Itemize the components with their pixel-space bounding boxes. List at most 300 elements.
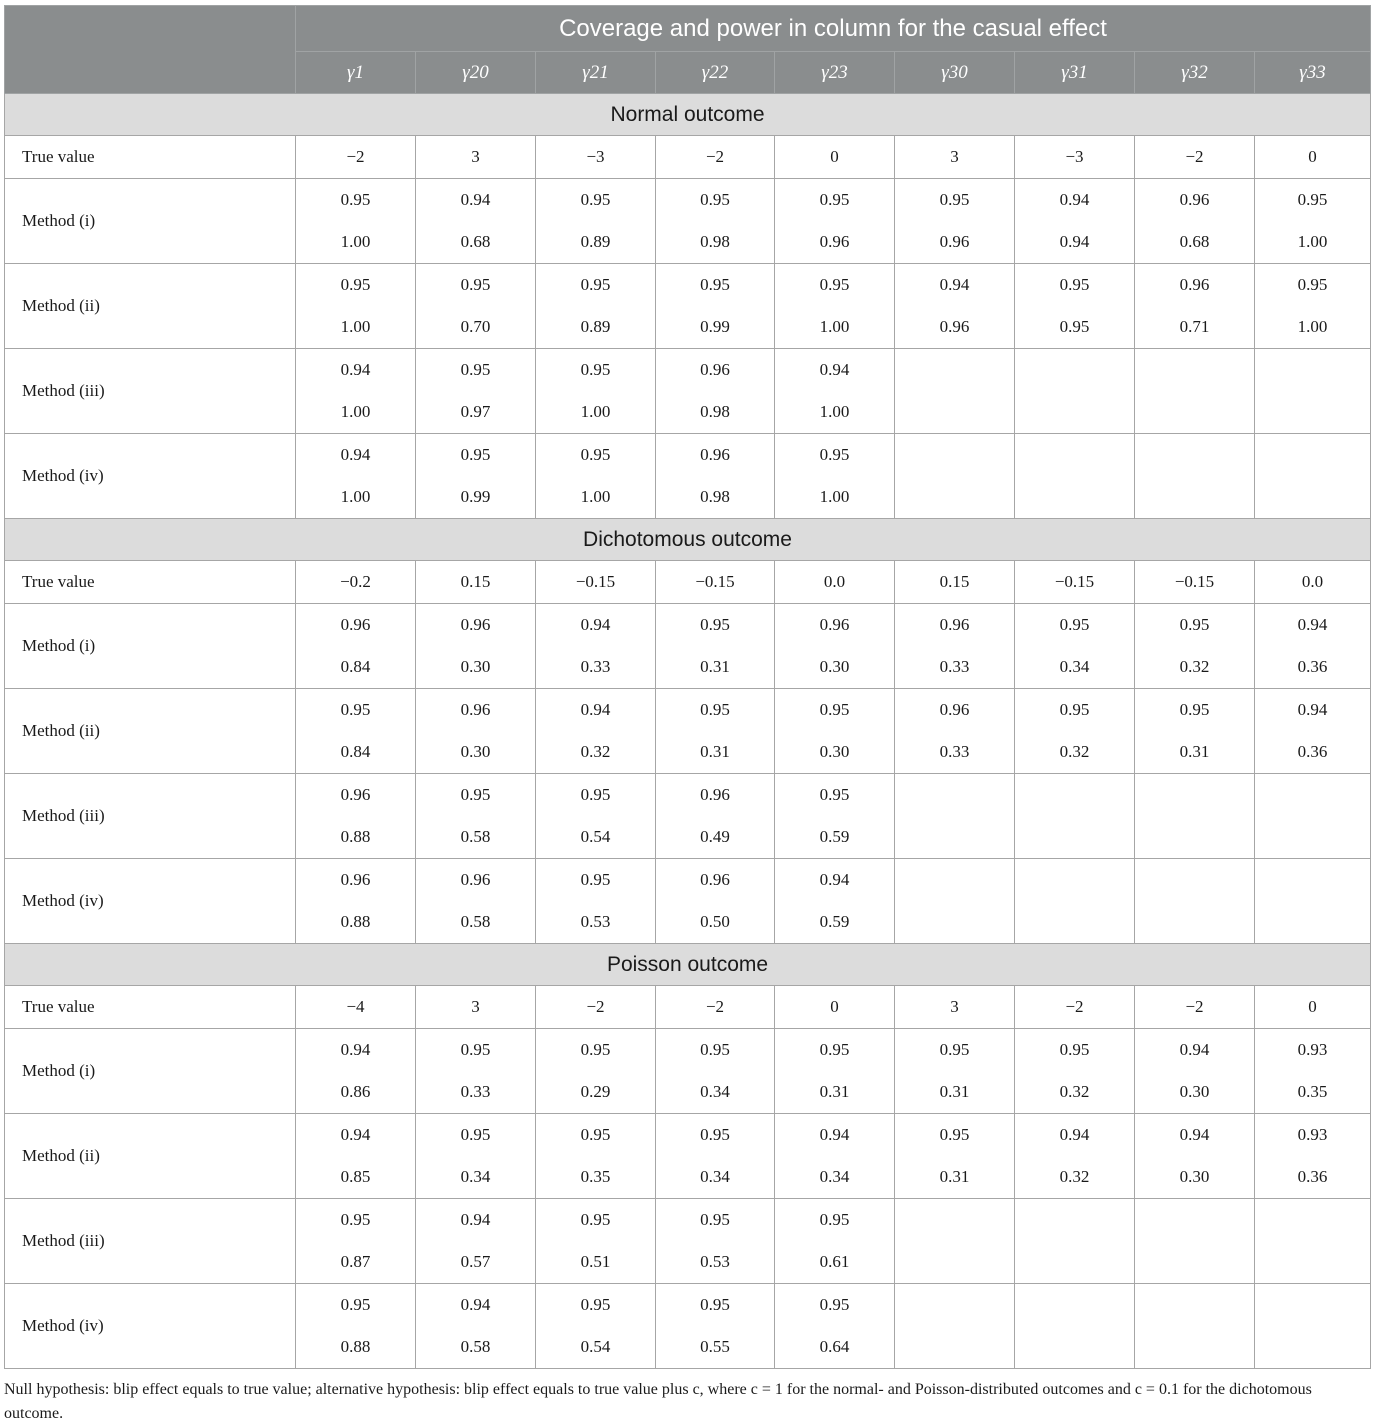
power-value: 0.68 (460, 232, 491, 251)
coverage-value: 0.95 (700, 1295, 730, 1314)
coverage-value: 0.95 (819, 190, 850, 209)
column-header: γ1 (296, 52, 416, 94)
value-cell (1255, 179, 1371, 264)
true-value-cell: 3 (895, 986, 1015, 1029)
power-value: 0.31 (700, 657, 730, 676)
coverage-value: 0.95 (340, 190, 371, 209)
value-cell (895, 1199, 1015, 1284)
value-cell (536, 434, 656, 519)
power-value: 1.00 (1297, 317, 1328, 336)
coverage-value: 0.96 (460, 615, 491, 634)
power-value: 0.88 (340, 912, 371, 931)
true-value-cell: −0.15 (536, 561, 656, 604)
value-cell (895, 434, 1015, 519)
coverage-value: 0.95 (1297, 190, 1328, 209)
power-value: 0.94 (1059, 232, 1090, 251)
value-cell (536, 349, 656, 434)
value-cell (775, 1284, 895, 1369)
coverage-value: 0.94 (819, 870, 850, 889)
power-value: 0.98 (700, 487, 730, 506)
power-value: 0.49 (700, 827, 730, 846)
column-header: γ32 (1135, 52, 1255, 94)
value-cell (775, 1114, 895, 1199)
value-cell (416, 1114, 536, 1199)
power-value: 0.50 (700, 912, 730, 931)
coverage-value: 0.95 (1179, 615, 1210, 634)
coverage-value: 0.94 (1297, 700, 1328, 719)
true-value-cell: −0.15 (1135, 561, 1255, 604)
power-value: 0.34 (819, 1167, 850, 1186)
method-row (5, 1114, 1371, 1199)
value-cell (1015, 1284, 1135, 1369)
coverage-value: 0.96 (700, 445, 730, 464)
section-header-row (5, 94, 1371, 136)
value-cell (1135, 1199, 1255, 1284)
power-value: 0.30 (1179, 1082, 1210, 1101)
coverage-value: 0.95 (700, 275, 730, 294)
value-cell (296, 349, 416, 434)
true-value-cell: 0 (775, 136, 895, 179)
value-cell (1255, 1199, 1371, 1284)
coverage-value: 0.94 (1059, 190, 1090, 209)
coverage-value: 0.95 (340, 275, 371, 294)
value-cell (656, 604, 775, 689)
power-value: 1.00 (340, 402, 371, 421)
value-cell (656, 1029, 775, 1114)
row-label: True value (5, 136, 296, 179)
coverage-value: 0.96 (939, 700, 970, 719)
true-value-cell: 0.15 (895, 561, 1015, 604)
value-cell (296, 604, 416, 689)
value-cell (416, 774, 536, 859)
row-label: Method (i) (5, 604, 296, 689)
power-value: 0.30 (460, 742, 491, 761)
coverage-value: 0.95 (939, 1125, 970, 1144)
value-cell (416, 179, 536, 264)
coverage-value: 0.94 (1059, 1125, 1090, 1144)
coverage-value: 0.96 (700, 360, 730, 379)
power-value: 0.34 (700, 1167, 730, 1186)
coverage-value: 0.94 (1179, 1040, 1210, 1059)
coverage-value: 0.95 (460, 445, 491, 464)
value-cell (656, 774, 775, 859)
row-label: Method (iv) (5, 1284, 296, 1369)
coverage-value: 0.95 (819, 1210, 850, 1229)
power-value: 0.59 (819, 827, 850, 846)
column-header-row (5, 52, 1371, 94)
power-value: 0.31 (700, 742, 730, 761)
value-cell (296, 1114, 416, 1199)
row-label: Method (i) (5, 1029, 296, 1114)
value-cell (1015, 349, 1135, 434)
power-value: 0.89 (580, 317, 611, 336)
value-cell (536, 179, 656, 264)
coverage-value: 0.94 (1297, 615, 1328, 634)
power-value: 0.33 (580, 657, 611, 676)
true-value-cell: 3 (895, 136, 1015, 179)
method-row (5, 1199, 1371, 1284)
header-row (5, 6, 1371, 52)
value-cell (416, 1199, 536, 1284)
true-value-cell: 3 (416, 136, 536, 179)
value-cell (1255, 859, 1371, 944)
value-cell (1015, 179, 1135, 264)
coverage-value: 0.96 (340, 615, 371, 634)
power-value: 0.54 (580, 1337, 611, 1356)
power-value: 0.32 (1059, 1167, 1090, 1186)
value-cell (416, 689, 536, 774)
coverage-value: 0.94 (939, 275, 970, 294)
value-cell (1015, 1029, 1135, 1114)
true-value-cell: −2 (1135, 986, 1255, 1029)
column-header: γ33 (1255, 52, 1371, 94)
power-value: 0.98 (700, 232, 730, 251)
value-cell (1255, 774, 1371, 859)
value-cell (416, 264, 536, 349)
value-cell (1135, 434, 1255, 519)
method-row (5, 434, 1371, 519)
value-cell (1255, 689, 1371, 774)
coverage-value: 0.95 (340, 1295, 371, 1314)
power-value: 1.00 (819, 317, 850, 336)
value-cell (296, 1284, 416, 1369)
table-body (5, 94, 1371, 1369)
true-value-cell: 0 (1255, 986, 1371, 1029)
true-value-cell: 0 (775, 986, 895, 1029)
coverage-value: 0.95 (700, 700, 730, 719)
coverage-value: 0.94 (340, 1125, 371, 1144)
value-cell (1015, 1199, 1135, 1284)
value-cell (296, 1199, 416, 1284)
column-header: γ22 (656, 52, 775, 94)
value-cell (656, 434, 775, 519)
results-table (4, 5, 1371, 1369)
value-cell (656, 1114, 775, 1199)
row-label: True value (5, 561, 296, 604)
value-cell (1135, 349, 1255, 434)
power-value: 0.70 (460, 317, 491, 336)
method-row (5, 774, 1371, 859)
power-value: 0.51 (580, 1252, 611, 1271)
value-cell (536, 1284, 656, 1369)
power-value: 0.58 (460, 912, 491, 931)
coverage-value: 0.96 (819, 615, 850, 634)
section-title: Dichotomous outcome (5, 519, 1371, 561)
value-cell (296, 1029, 416, 1114)
value-cell (895, 264, 1015, 349)
value-cell (1015, 434, 1135, 519)
coverage-value: 0.94 (460, 1295, 491, 1314)
method-row (5, 1029, 1371, 1114)
coverage-value: 0.95 (460, 360, 491, 379)
value-cell (1135, 1114, 1255, 1199)
value-cell (656, 349, 775, 434)
power-value: 0.96 (819, 232, 850, 251)
value-cell (416, 434, 536, 519)
coverage-value: 0.95 (580, 785, 611, 804)
value-cell (1135, 774, 1255, 859)
power-value: 0.36 (1297, 742, 1328, 761)
power-value: 0.61 (819, 1252, 850, 1271)
coverage-value: 0.95 (580, 1295, 611, 1314)
coverage-value: 0.95 (819, 700, 850, 719)
coverage-value: 0.95 (819, 1040, 850, 1059)
power-value: 0.64 (819, 1337, 850, 1356)
value-cell (1135, 859, 1255, 944)
value-cell (1255, 1029, 1371, 1114)
power-value: 0.84 (340, 657, 371, 676)
power-value: 0.58 (460, 1337, 491, 1356)
value-cell (296, 859, 416, 944)
power-value: 0.36 (1297, 657, 1328, 676)
row-label: Method (ii) (5, 264, 296, 349)
power-value: 0.30 (819, 657, 850, 676)
method-row (5, 264, 1371, 349)
coverage-value: 0.95 (460, 1125, 491, 1144)
value-cell (1135, 179, 1255, 264)
coverage-value: 0.95 (700, 1210, 730, 1229)
coverage-value: 0.94 (1179, 1125, 1210, 1144)
value-cell (656, 689, 775, 774)
column-header: γ31 (1015, 52, 1135, 94)
power-value: 0.29 (580, 1082, 611, 1101)
coverage-value: 0.95 (700, 190, 730, 209)
power-value: 1.00 (1297, 232, 1328, 251)
row-label: Method (iii) (5, 774, 296, 859)
power-value: 0.32 (1179, 657, 1210, 676)
power-value: 0.34 (1059, 657, 1090, 676)
header-corner (5, 52, 296, 94)
coverage-value: 0.95 (819, 1295, 850, 1314)
value-cell (1135, 264, 1255, 349)
value-cell (536, 774, 656, 859)
value-cell (416, 604, 536, 689)
section-title: Normal outcome (5, 94, 1371, 136)
true-value-cell: −2 (536, 986, 656, 1029)
value-cell (296, 179, 416, 264)
method-row (5, 859, 1371, 944)
value-cell (296, 264, 416, 349)
coverage-value: 0.94 (340, 445, 371, 464)
value-cell (416, 859, 536, 944)
coverage-value: 0.96 (340, 785, 371, 804)
coverage-value: 0.96 (939, 615, 970, 634)
true-value-cell: 0.15 (416, 561, 536, 604)
value-cell (895, 774, 1015, 859)
value-cell (895, 1029, 1015, 1114)
value-cell (1135, 604, 1255, 689)
true-value-cell: −2 (656, 986, 775, 1029)
value-cell (775, 1199, 895, 1284)
coverage-value: 0.96 (340, 870, 371, 889)
power-value: 0.53 (580, 912, 611, 931)
power-value: 1.00 (340, 232, 371, 251)
power-value: 0.95 (1059, 317, 1090, 336)
power-value: 0.57 (460, 1252, 491, 1271)
power-value: 0.58 (460, 827, 491, 846)
power-value: 1.00 (580, 487, 611, 506)
true-value-cell: −2 (1015, 986, 1135, 1029)
coverage-value: 0.94 (819, 360, 850, 379)
coverage-value: 0.96 (1179, 275, 1210, 294)
method-row (5, 179, 1371, 264)
coverage-value: 0.93 (1297, 1125, 1328, 1144)
value-cell (536, 264, 656, 349)
power-value: 0.99 (460, 487, 491, 506)
power-value: 0.33 (939, 742, 970, 761)
value-cell (656, 1199, 775, 1284)
coverage-value: 0.95 (819, 785, 850, 804)
coverage-value: 0.95 (580, 190, 611, 209)
row-label: Method (iii) (5, 349, 296, 434)
value-cell (656, 859, 775, 944)
power-value: 0.35 (1297, 1082, 1328, 1101)
coverage-value: 0.94 (340, 360, 371, 379)
true-value-cell: −3 (1015, 136, 1135, 179)
value-cell (895, 349, 1015, 434)
value-cell (895, 689, 1015, 774)
power-value: 0.31 (819, 1082, 850, 1101)
true-value-row (5, 986, 1371, 1029)
coverage-value: 0.95 (700, 615, 730, 634)
true-value-cell: −0.15 (1015, 561, 1135, 604)
value-cell (1015, 859, 1135, 944)
row-label: Method (iv) (5, 859, 296, 944)
power-value: 0.53 (700, 1252, 730, 1271)
coverage-value: 0.94 (460, 190, 491, 209)
coverage-value: 0.94 (460, 1210, 491, 1229)
value-cell (1015, 264, 1135, 349)
power-value: 0.34 (700, 1082, 730, 1101)
value-cell (1255, 1114, 1371, 1199)
value-cell (895, 179, 1015, 264)
column-header: γ23 (775, 52, 895, 94)
row-label: Method (iv) (5, 434, 296, 519)
true-value-cell: −3 (536, 136, 656, 179)
coverage-value: 0.95 (340, 700, 371, 719)
coverage-value: 0.95 (580, 1125, 611, 1144)
true-value-cell: −4 (296, 986, 416, 1029)
coverage-value: 0.96 (1179, 190, 1210, 209)
section-header-row (5, 519, 1371, 561)
true-value-cell: 0.0 (775, 561, 895, 604)
power-value: 0.88 (340, 827, 371, 846)
value-cell (775, 859, 895, 944)
coverage-value: 0.95 (580, 870, 611, 889)
value-cell (1015, 604, 1135, 689)
coverage-value: 0.95 (580, 1040, 611, 1059)
row-label: Method (iii) (5, 1199, 296, 1284)
coverage-value: 0.95 (340, 1210, 371, 1229)
power-value: 0.87 (340, 1252, 371, 1271)
power-value: 0.30 (819, 742, 850, 761)
true-value-cell: −2 (656, 136, 775, 179)
value-cell (296, 434, 416, 519)
power-value: 1.00 (340, 317, 371, 336)
true-value-cell: −2 (1135, 136, 1255, 179)
coverage-value: 0.95 (580, 1210, 611, 1229)
method-row (5, 604, 1371, 689)
power-value: 0.34 (460, 1167, 491, 1186)
coverage-value: 0.96 (460, 700, 491, 719)
value-cell (1135, 1284, 1255, 1369)
coverage-value: 0.95 (819, 275, 850, 294)
coverage-value: 0.96 (700, 870, 730, 889)
coverage-value: 0.95 (1059, 615, 1090, 634)
column-header: γ21 (536, 52, 656, 94)
power-value: 0.30 (460, 657, 491, 676)
power-value: 0.88 (340, 1337, 371, 1356)
power-value: 0.84 (340, 742, 371, 761)
coverage-value: 0.95 (580, 445, 611, 464)
coverage-value: 0.95 (460, 1040, 491, 1059)
true-value-cell: 0 (1255, 136, 1371, 179)
power-value: 0.32 (1059, 1082, 1090, 1101)
value-cell (775, 604, 895, 689)
coverage-value: 0.95 (939, 190, 970, 209)
column-header: γ30 (895, 52, 1015, 94)
header-corner (5, 6, 296, 52)
section-title: Poisson outcome (5, 944, 1371, 986)
true-value-cell: −0.15 (656, 561, 775, 604)
value-cell (1015, 1114, 1135, 1199)
value-cell (775, 774, 895, 859)
value-cell (895, 1284, 1015, 1369)
power-value: 0.32 (580, 742, 611, 761)
row-label: Method (ii) (5, 1114, 296, 1199)
value-cell (1255, 604, 1371, 689)
value-cell (536, 604, 656, 689)
row-label: Method (ii) (5, 689, 296, 774)
value-cell (895, 604, 1015, 689)
power-value: 0.85 (340, 1167, 371, 1186)
true-value-cell: 0.0 (1255, 561, 1371, 604)
table-footnote: Null hypothesis: blip effect equals to true value; alternative hypothesis: blip effect equals to true value plus c, where c = 1 for the normal- and Poisson-distributed outcomes and c = 0.1 for the dichotomous outcome. (4, 1381, 1312, 1422)
power-value: 0.99 (700, 317, 730, 336)
coverage-value: 0.95 (700, 1040, 730, 1059)
value-cell (1015, 689, 1135, 774)
value-cell (536, 859, 656, 944)
true-value-cell: −0.2 (296, 561, 416, 604)
true-value-row (5, 136, 1371, 179)
coverage-value: 0.94 (580, 700, 611, 719)
power-value: 1.00 (340, 487, 371, 506)
value-cell (656, 264, 775, 349)
value-cell (536, 1029, 656, 1114)
value-cell (416, 1029, 536, 1114)
power-value: 0.86 (340, 1082, 371, 1101)
coverage-value: 0.95 (1179, 700, 1210, 719)
true-value-row (5, 561, 1371, 604)
power-value: 0.31 (1179, 742, 1210, 761)
value-cell (656, 1284, 775, 1369)
value-cell (536, 689, 656, 774)
power-value: 0.89 (580, 232, 611, 251)
coverage-value: 0.95 (580, 275, 611, 294)
value-cell (1135, 689, 1255, 774)
power-value: 0.96 (939, 232, 970, 251)
value-cell (1255, 264, 1371, 349)
power-value: 1.00 (819, 487, 850, 506)
power-value: 0.71 (1179, 317, 1210, 336)
coverage-value: 0.96 (700, 785, 730, 804)
coverage-value: 0.95 (1059, 275, 1090, 294)
coverage-value: 0.94 (580, 615, 611, 634)
value-cell (296, 774, 416, 859)
power-value: 0.31 (939, 1082, 970, 1101)
power-value: 0.96 (939, 317, 970, 336)
row-label: True value (5, 986, 296, 1029)
